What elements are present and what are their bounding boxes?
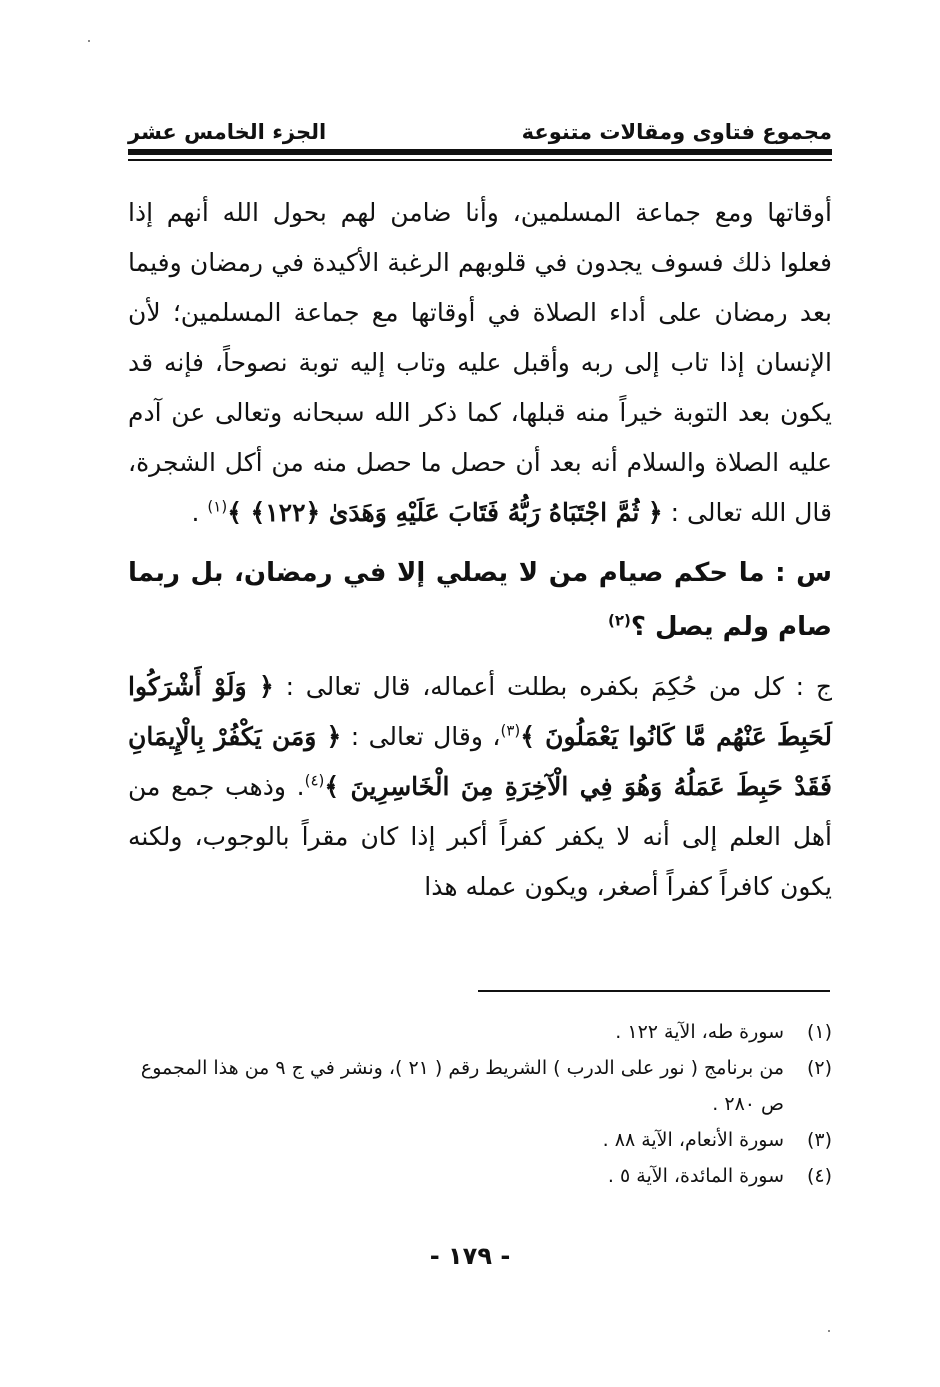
- footnote-ref: (٢): [608, 611, 631, 630]
- question-text: س : ما حكم صيام من لا يصلي إلا في رمضان، بل ربما صام ولم يصل ؟: [128, 558, 832, 642]
- answer-text: ، وقال تعالى :: [350, 722, 501, 751]
- footnote-ref: (١): [207, 497, 228, 516]
- answer-text: . وذهب جمع من أهل العلم إلى أنه لا يكفر كفراً أكبر إذا كان مقراً بالوجوب، ولكنه يكون كافراً كفراً أصغر، ويكون عمله هذا: [128, 772, 832, 901]
- footnote-text: سورة طه، الآية ١٢٢ .: [615, 1021, 784, 1043]
- footnote-ref: (٤): [304, 771, 325, 790]
- paragraph-continuation: [128, 188, 832, 538]
- scan-speck: [828, 1330, 830, 1332]
- quran-verse: ﴿ وَلَوْ أَشْرَكُوا لَحَبِطَ عَنْهُم مَّا كَانُوا يَعْمَلُونَ ﴾: [128, 672, 833, 751]
- page-number: - ١٧٩ -: [429, 1242, 511, 1270]
- footnote-number: (٣): [806, 1129, 832, 1151]
- footnote: [128, 1122, 832, 1158]
- footnote-text: سورة المائدة، الآية ٥ .: [607, 1165, 784, 1187]
- footnote: [128, 1158, 832, 1194]
- footnote-ref: (٣): [500, 721, 521, 740]
- main-text: [128, 188, 832, 912]
- header-rule-thick: [128, 149, 832, 155]
- header-rule-thin: [128, 159, 832, 161]
- footnote-separator: [478, 990, 830, 992]
- footnotes: [128, 1014, 832, 1194]
- footnote-text: سورة الأنعام، الآية ٨٨ .: [602, 1129, 784, 1151]
- paragraph-end: .: [191, 498, 200, 527]
- paragraph-text: أوقاتها ومع جماعة المسلمين، وأنا ضامن لهم بحول الله أنهم إذا فعلوا ذلك فسوف يجدون في قلوبهم الرغبة الأكيدة في رمضان وفيما بعد رمضان على أداء الصلاة في أوقاتها مع جماعة المسلمين؛ لأن الإنسان إذا تاب إلى ربه وأقبل عليه وتاب إليه توبة نصوحاً، فإنه قد يكون بعد التوبة خيراً منه قبلها، كما ذكر الله سبحانه وتعالى عن آدم عليه الصلاة والسلام أنه بعد أن حصل ما حصل منه من أكل الشجرة، قال الله تعالى :: [128, 198, 832, 527]
- question-paragraph: [128, 546, 832, 654]
- volume-title: الجزء الخامس عشر: [128, 120, 327, 144]
- footnote-number: (١): [806, 1021, 832, 1043]
- footnote: [128, 1014, 832, 1050]
- answer-paragraph: [128, 662, 832, 912]
- footnote-number: (٤): [806, 1165, 832, 1187]
- footnote-text: من برنامج ( نور على الدرب ) الشريط رقم ( ٢١ )، ونشر في ج ٩ من هذا المجموع ص ٢٨٠ .: [140, 1057, 784, 1115]
- quran-verse: ﴿ وَمَن يَكْفُرْ بِالْإِيمَانِ فَقَدْ حَبِطَ عَمَلُهُ وَهُوَ فِي الْآخِرَةِ مِنَ الْخَاسِرِينَ ﴾: [128, 722, 833, 801]
- footnote-number: (٢): [806, 1057, 832, 1079]
- quran-verse: ﴿ ثُمَّ اجْتَبَاهُ رَبُّهُ فَتَابَ عَلَيْهِ وَهَدَىٰ ﴿١٢٢﴾ ﴾: [227, 498, 663, 527]
- footnote: [128, 1050, 832, 1122]
- running-header: [128, 108, 832, 144]
- book-title: مجموع فتاوى ومقالات متنوعة: [521, 120, 832, 144]
- answer-text: ج : كل من حُكِمَ بكفره بطلت أعماله، قال تعالى :: [285, 672, 833, 701]
- scan-speck: [88, 40, 90, 42]
